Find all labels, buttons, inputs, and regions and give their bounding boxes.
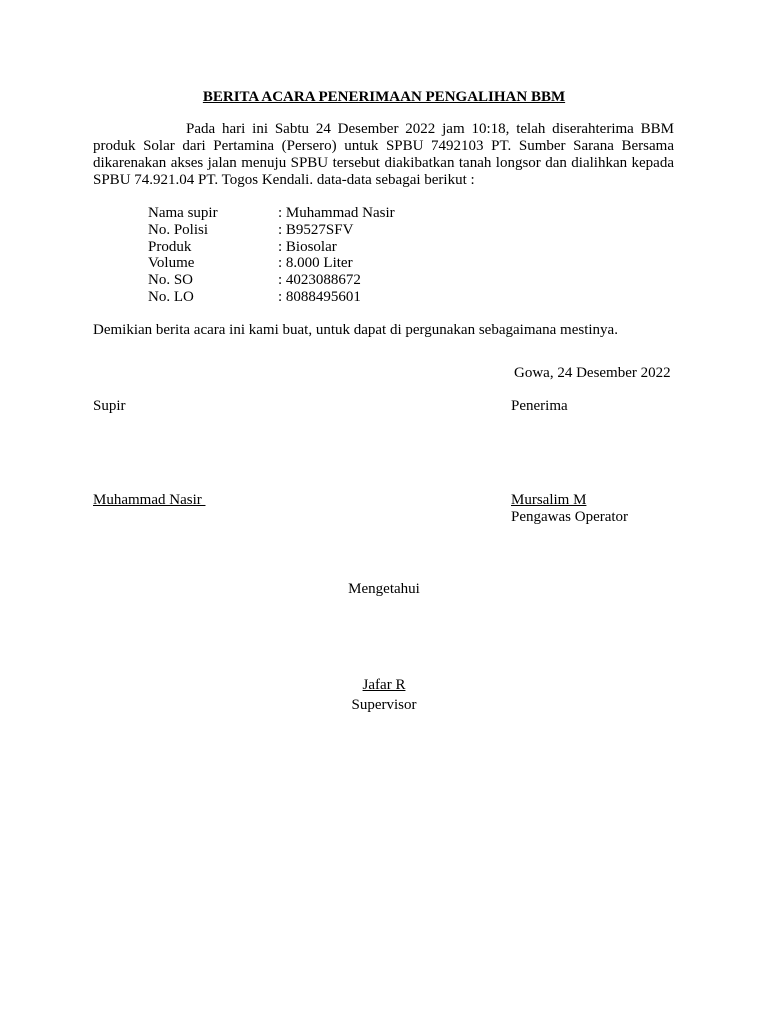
acknowledger-signature-name: Jafar R bbox=[362, 677, 406, 693]
detail-value: : 4023088672 bbox=[278, 272, 361, 289]
acknowledger-position: Supervisor bbox=[351, 697, 417, 713]
intro-paragraph: Pada hari ini Sabtu 24 Desember 2022 jam 10:18, telah diserahterima BBM produk Solar dari Pertamina (Persero) untuk SPBU 7492103 PT. Sumber Sarana Bersama dikarenakan akses jalan menuju SPBU tersebut diakibatkan tanah longsor dan dialihkan kepada SPBU 74.921.04 PT. Togos Kendali. data-data sebagai berikut : bbox=[93, 121, 674, 188]
detail-label: Produk bbox=[148, 238, 192, 255]
details-list bbox=[148, 205, 548, 306]
detail-row-product bbox=[148, 239, 548, 256]
detail-label: No. Polisi bbox=[148, 221, 209, 238]
detail-value: : Muhammad Nasir bbox=[278, 205, 395, 221]
receiver-position: Pengawas Operator bbox=[511, 509, 629, 525]
closing-statement: Demikian berita acara ini kami buat, untuk dapat di pergunakan sebagaimana mestinya. bbox=[93, 322, 618, 338]
detail-row-lo-number bbox=[148, 289, 548, 306]
acknowledger-role-label: Mengetahui bbox=[348, 581, 420, 597]
detail-row-volume bbox=[148, 255, 548, 272]
detail-value: : B9527SFV bbox=[278, 221, 354, 238]
receiver-role-label: Penerima bbox=[511, 398, 568, 414]
detail-value: : 8.000 Liter bbox=[278, 255, 353, 272]
driver-signature-name: Muhammad Nasir bbox=[93, 492, 206, 508]
detail-row-driver-name bbox=[148, 205, 548, 222]
receiver-signature-name: Mursalim M bbox=[511, 492, 587, 508]
driver-role-label: Supir bbox=[93, 398, 126, 414]
document-title: BERITA ACARA PENERIMAAN PENGALIHAN BBM bbox=[202, 89, 566, 105]
detail-value: : 8088495601 bbox=[278, 288, 361, 305]
detail-label: No. SO bbox=[148, 272, 194, 289]
detail-row-so-number bbox=[148, 272, 548, 289]
detail-label: Nama supir bbox=[148, 205, 218, 221]
detail-value: : Biosolar bbox=[278, 238, 337, 255]
detail-label: No. LO bbox=[148, 288, 194, 305]
detail-row-plate-number bbox=[148, 222, 548, 239]
detail-label: Volume bbox=[148, 255, 195, 272]
place-date: Gowa, 24 Desember 2022 bbox=[514, 365, 671, 381]
